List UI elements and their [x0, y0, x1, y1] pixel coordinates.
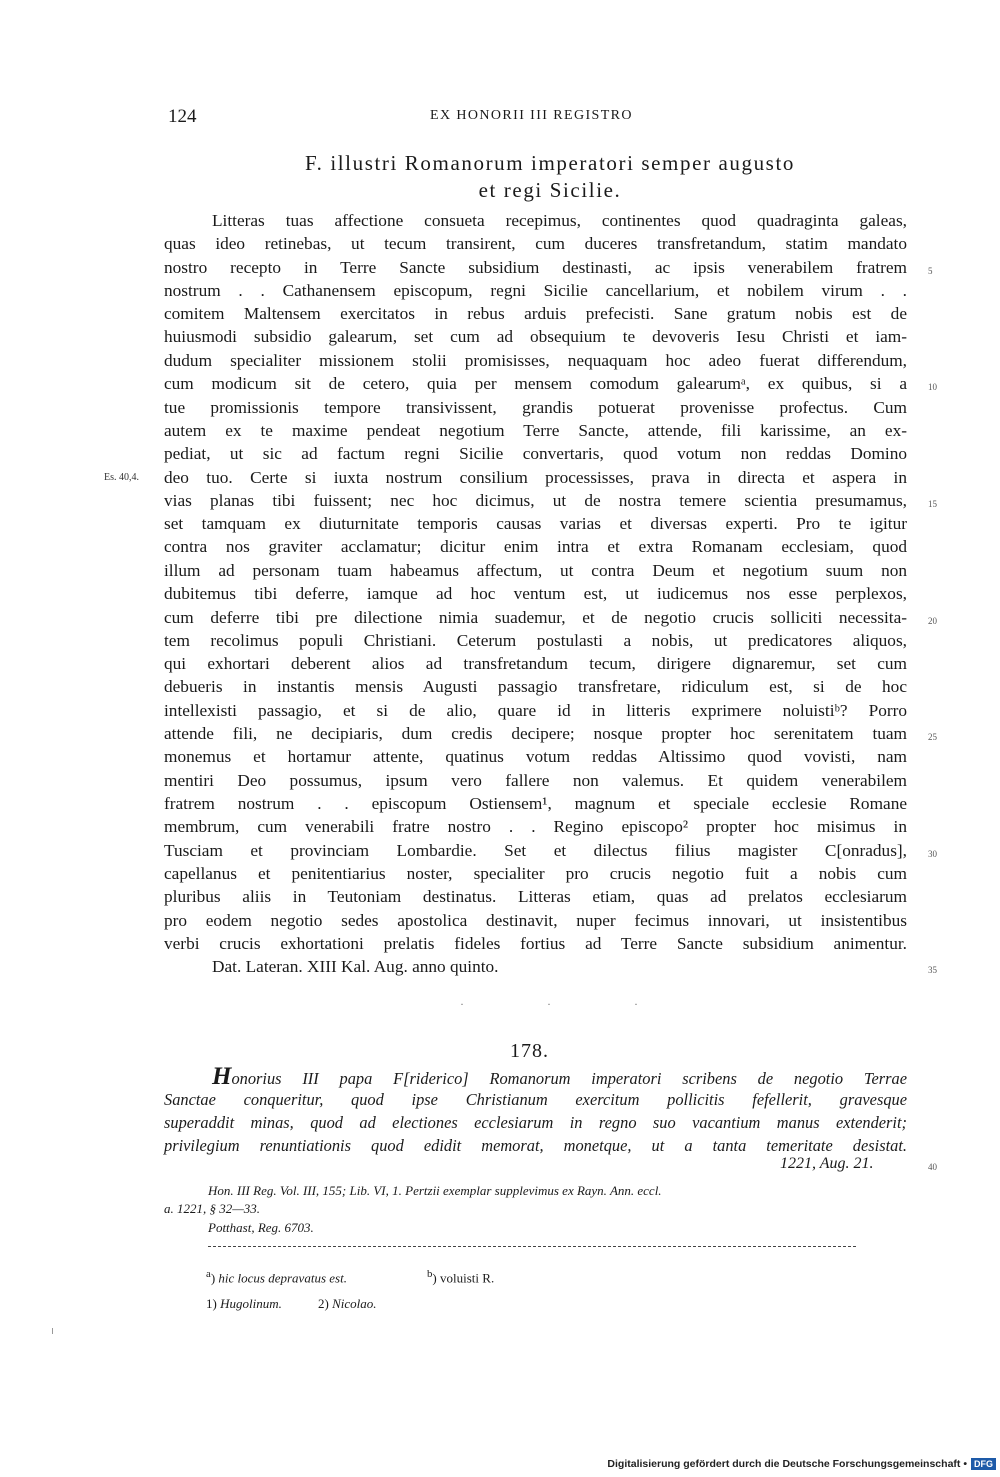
text-line: tue promissionis tempore transivissent, grandis potuerat provenisse profectus. Cum: [164, 398, 907, 417]
regest-line: Sanctae conqueritur, quod ipse Christianum exercitum pollicitis fefellerit, gravesque: [164, 1090, 907, 1109]
initial-letter: H: [212, 1063, 232, 1090]
text-line: capellanus et penitentiarius noster, specialiter pro crucis negotio fuit a nobis cum: [164, 864, 907, 883]
text-line: comitem Maltensem exercitatos in rebus arduis prefecisti. Sane gratum nobis est de: [164, 304, 907, 323]
text-line: intellexisti passagio, et si de alio, quare id in litteris exprimere noluistiᵇ? Porro: [164, 701, 907, 720]
text-line: dudum specialiter missionem stolii promisisses, nequaquam hoc adeo fuerat differendum,: [164, 351, 907, 370]
text-line: illum ad personam tuam habeamus affectum, ut contra Deum et negotium suum non: [164, 561, 907, 580]
footnote-mark: a: [206, 1268, 211, 1280]
text-line: qui exhortari deberent alios ad transfretandum tecum, dirigere dignaremur, set cum: [164, 654, 907, 673]
text-line: huiusmodi subsidio galearum, set cum ad obsequium te devoveris Iesu Christi et iam-: [164, 327, 907, 346]
footnote-text: Nicolao.: [332, 1296, 377, 1311]
text-line: quas ideo retinebas, ut tecum transirent, cum duceres transfretandum, statim mandato: [164, 234, 907, 253]
running-title: EX HONORII III REGISTRO: [430, 108, 633, 123]
text-line: dubitemus tibi deferre, iamque ad hoc ventum est, ut iudicemus nos esse perplexos,: [164, 584, 907, 603]
text-line: cum deferre tibi pre dilectione nimia suademur, et de negotio crucis solliciti necessita-: [164, 608, 907, 627]
text-line: verbi crucis exhortationi prelatis fideles fortius ad Terre Sancte subsidium animentur.: [164, 934, 907, 953]
text-line: pro eodem negotio sedes apostolica destinavit, nuper fecimus innovari, ut insistentibus: [164, 911, 907, 930]
document-number: 178.: [510, 1040, 549, 1062]
text-line: monemus et hortamur attente, quatinus votum reddas Altissimo quod vovisti, nam: [164, 747, 907, 766]
source-reference: Hon. III Reg. Vol. III, 155; Lib. VI, 1. Pertzii exemplar supplevimus ex Rayn. Ann. eccl.: [208, 1183, 662, 1198]
text-line: nostro recepto in Terre Sancte subsidium destinasti, ac ipsis venerabilem fratrem: [164, 258, 907, 277]
line-number: 5: [928, 266, 933, 276]
source-reference-cont: a. 1221, § 32—33.: [164, 1201, 261, 1216]
line-number: 35: [928, 965, 937, 975]
footnote-1: [206, 1296, 282, 1312]
dating-line: Dat. Lateran. XIII Kal. Aug. anno quinto.: [212, 957, 499, 976]
text-line: nostrum . . Cathanensem episcopum, regni Sicilie cancellarium, et nobilem virum . .: [164, 281, 907, 300]
text-line: attende fili, ne decipiaris, dum credis decipere; nosque propter hoc serenitatem tuam: [164, 724, 907, 743]
text-line: fratrem nostrum . . episcopum Ostiensem¹, magnum et speciale ecclesie Romane: [164, 794, 907, 813]
line-number: 30: [928, 849, 937, 859]
credit-text: Digitalisierung gefördert durch die Deutsche Forschungsgemeinschaft •: [607, 1458, 967, 1470]
footnote-a: $^a$) hic locus depravatus est.: [206, 1268, 347, 1286]
footnote-mark: 1): [206, 1296, 217, 1311]
line-number: 15: [928, 499, 937, 509]
text-line: debueris in instantis mensis Augusti passagio transfretare, ridiculum est, si de hoc: [164, 677, 907, 696]
regest-line: [212, 1065, 907, 1088]
digitization-credit: [607, 1458, 996, 1470]
document-date: 1221, Aug. 21.: [780, 1155, 874, 1172]
margin-reference: Es. 40,4.: [104, 472, 139, 483]
line-number: 25: [928, 732, 937, 742]
letter-heading-line-2: et regi Sicilie.: [478, 178, 622, 202]
line-number: 40: [928, 1162, 937, 1172]
dfg-logo: DFG: [971, 1458, 996, 1470]
section-separator: · · ·: [460, 997, 678, 1011]
page-number: 124: [168, 106, 197, 127]
footnote-2: [318, 1296, 377, 1312]
regest-line: privilegium renuntiationis quod edidit memorat, monetque, ut a tanta temeritate desistat.: [164, 1136, 907, 1155]
line-number: 20: [928, 616, 937, 626]
footnote-text: voluisti R.: [440, 1270, 495, 1286]
footnote-b: $^b$) voluisti R.: [427, 1268, 495, 1286]
text-line: contra nos graviter acclamatur; dicitur enim intra et extra Romanam ecclesiam, quod: [164, 537, 907, 556]
line-number: 10: [928, 382, 937, 392]
text-line: Litteras tuas affectione consueta recepimus, continentes quod quadraginta galeas,: [212, 211, 907, 230]
text-line: mentiri Deo possumus, ipsum vero fallere non valemus. Et quidem venerabilem: [164, 771, 907, 790]
text-line: pediat, ut sic ad factum regni Sicilie convertaris, quod votum non reddas Domino: [164, 444, 907, 463]
text-line: Tusciam et provinciam Lombardie. Set et dilectus filius magister C[onradus],: [164, 841, 907, 860]
regest-line-text: onorius III papa F[riderico] Romanorum imperatori scribens de negotio Terrae: [231, 1069, 907, 1088]
letter-heading-line-1: F. illustri Romanorum imperatori semper augusto: [305, 151, 795, 175]
footnote-mark: b: [427, 1268, 433, 1280]
regest-line: superaddit minas, quod ad electiones ecclesiarum in regno suo vacantium manus extenderit;: [164, 1113, 907, 1132]
text-line: membrum, cum venerabili fratre nostro . . Regino episcopo² propter hoc misimus in: [164, 817, 907, 836]
footnote-text: hic locus depravatus est.: [218, 1270, 347, 1286]
text-line: vias planas tibi fuissent; nec hoc dicimus, ut de nostra temere scientia presumamus,: [164, 491, 907, 510]
text-line: deo tuo. Certe si iuxta nostrum consilium processisses, prava in directa et aspera in: [164, 468, 907, 487]
potthast-reference: Potthast, Reg. 6703.: [208, 1220, 314, 1235]
scan-mark: [52, 1328, 53, 1334]
text-line: tem recolimus populi Christiani. Ceterum postulasti a nobis, ut predicatores aliquos,: [164, 631, 907, 650]
text-line: pluribus aliis in Teutoniam destinatus. Litteras etiam, quas ad prelatos ecclesiarum: [164, 887, 907, 906]
text-line: cum modicum sit de cetero, quia per mensem comodum galearumᵃ, ex quibus, si a: [164, 374, 907, 393]
text-line: autem ex te maxime pendeat negotium Terre Sancte, attende, fili karissime, an ex-: [164, 421, 907, 440]
footnote-mark: 2): [318, 1296, 329, 1311]
text-line: set tamquam ex diuturnitate temporis causas varias et diversas experti. Pro te igitur: [164, 514, 907, 533]
footnote-divider: [208, 1246, 856, 1247]
footnote-text: Hugolinum.: [220, 1296, 282, 1311]
